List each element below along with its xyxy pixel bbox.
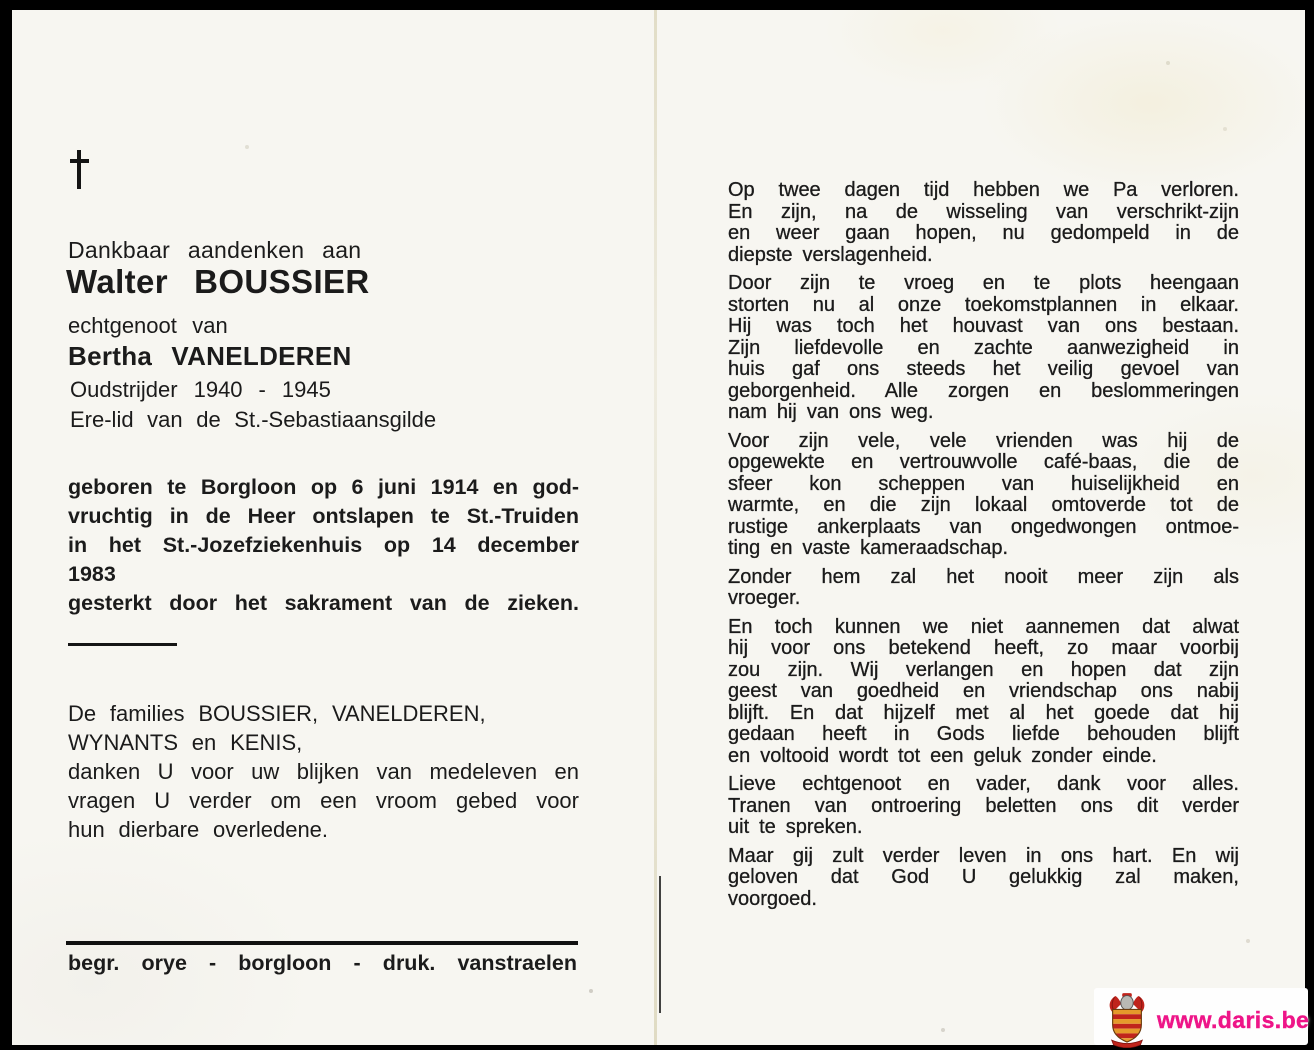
text-line: blijft. En dat hijzelf met al het goede dat hij bbox=[728, 701, 1239, 724]
birth-death-paragraph bbox=[68, 473, 579, 618]
text-line: rustige ankerplaats van ongedwongen ontmoe- bbox=[728, 515, 1239, 538]
text-line: En zijn, na de wisseling van verschrikt-zijn bbox=[728, 200, 1239, 223]
memorial-cross-icon bbox=[70, 150, 89, 189]
honorary-line: Ere-lid van de St.-Sebastiaansgilde bbox=[70, 407, 437, 432]
text-line: De families BOUSSIER, VANELDEREN, bbox=[68, 701, 486, 726]
text-line: vruchtig in de Heer ontslapen te St.-Truiden bbox=[68, 504, 579, 528]
eulogy-paragraph bbox=[728, 273, 1239, 424]
text-line: ting en vaste kameraadschap. bbox=[728, 537, 1009, 559]
relation-line: echtgenoot van bbox=[68, 313, 228, 338]
text-line: En toch kunnen we niet aannemen dat alwat bbox=[728, 615, 1239, 638]
text-line: Tranen van ontroering beletten ons dit verder bbox=[728, 794, 1239, 817]
page-fold bbox=[654, 10, 657, 1045]
text-line: Maar gij zult verder leven in ons hart. En wij bbox=[728, 844, 1239, 867]
footer-rule bbox=[66, 941, 578, 945]
text-line: zou zijn. Wij verlangen en hopen dat zijn bbox=[728, 658, 1239, 681]
eulogy-paragraph bbox=[728, 567, 1239, 610]
text-line: warmte, en die zijn lokaal omtoverde tot de bbox=[728, 494, 1239, 516]
text-line: geboren te Borgloon op 6 juni 1914 en god- bbox=[68, 475, 579, 499]
intro-line: Dankbaar aandenken aan bbox=[68, 237, 362, 263]
text-line: Zonder hem zal het nooit meer zijn als bbox=[728, 565, 1239, 588]
text-line: Door zijn te vroeg en te plots heengaan bbox=[728, 272, 1239, 294]
text-line: storten nu al onze toekomstplannen in elkaar. bbox=[728, 293, 1239, 316]
daris-crest-icon bbox=[1104, 992, 1150, 1048]
text-line: huis gaf ons steeds het veilig gevoel van bbox=[728, 358, 1239, 380]
text-line: en voltooid wordt tot een geluk zonder einde. bbox=[728, 744, 1157, 767]
text-line: danken U voor uw blijken van medeleven en bbox=[68, 759, 579, 784]
watermark-url: www.daris.be bbox=[1157, 1007, 1310, 1033]
text-line: Op twee dagen tijd hebben we Pa verloren. bbox=[728, 179, 1239, 201]
page-fold-shadow bbox=[659, 876, 661, 1013]
text-line: geborgenheid. Alle zorgen en beslommeringen bbox=[728, 379, 1239, 402]
text-line: hun dierbare overledene. bbox=[68, 817, 329, 842]
eulogy-paragraph bbox=[728, 180, 1239, 266]
text-line: voorgoed. bbox=[728, 887, 817, 910]
veteran-line: Oudstrijder 1940 - 1945 bbox=[70, 377, 331, 402]
text-line: Lieve echtgenoot en vader, dank voor alles. bbox=[728, 773, 1239, 795]
section-divider bbox=[68, 643, 177, 646]
text-line: diepste verslagenheid. bbox=[728, 243, 933, 266]
text-line: Hij was toch het houvast van ons bestaan. bbox=[728, 315, 1239, 337]
text-line: gesterkt door het sakrament van de zieken. bbox=[68, 591, 579, 615]
text-line: geest van goedheid en vriendschap ons nabij bbox=[728, 680, 1239, 702]
text-line: nam hij van ons weg. bbox=[728, 401, 934, 423]
text-line: opgewekte en vertrouwvolle café-baas, die de bbox=[728, 451, 1239, 473]
family-thanks-paragraph bbox=[68, 699, 579, 844]
text-line: vroeger. bbox=[728, 587, 801, 609]
text-line: uit te spreken. bbox=[728, 816, 863, 838]
text-line: in het St.-Jozefziekenhuis op 14 december 1983 bbox=[68, 533, 579, 586]
eulogy-paragraph bbox=[728, 431, 1239, 560]
eulogy-paragraph bbox=[728, 617, 1239, 768]
deceased-name: Walter BOUSSIER bbox=[66, 263, 370, 300]
text-line: geloven dat God U gelukkig zal maken, bbox=[728, 866, 1239, 888]
text-line: hij voor ons betekend heeft, zo maar voorbij bbox=[728, 637, 1239, 659]
text-line: vragen U verder om een vroom gebed voor bbox=[68, 788, 579, 813]
text-line: en weer gaan hopen, nu gedompeld in de bbox=[728, 222, 1239, 244]
spouse-name: Bertha VANELDEREN bbox=[68, 341, 352, 371]
text-line: sfeer kon scheppen van huiselijkheid en bbox=[728, 472, 1239, 495]
eulogy-paragraph bbox=[728, 774, 1239, 839]
text-line: WYNANTS en KENIS, bbox=[68, 730, 303, 755]
scan-noise bbox=[0, 0, 2, 2]
text-line: Zijn liefdevolle en zachte aanwezigheid in bbox=[728, 336, 1239, 359]
eulogy-paragraph bbox=[728, 846, 1239, 911]
text-line: gedaan heeft in Gods liefde behouden blijft bbox=[728, 723, 1239, 745]
memorial-card-right-page bbox=[728, 180, 1239, 910]
text-line: Voor zijn vele, vele vrienden was hij de bbox=[728, 429, 1239, 452]
printer-imprint: begr. orye - borgloon - druk. vanstraelen bbox=[68, 951, 577, 975]
